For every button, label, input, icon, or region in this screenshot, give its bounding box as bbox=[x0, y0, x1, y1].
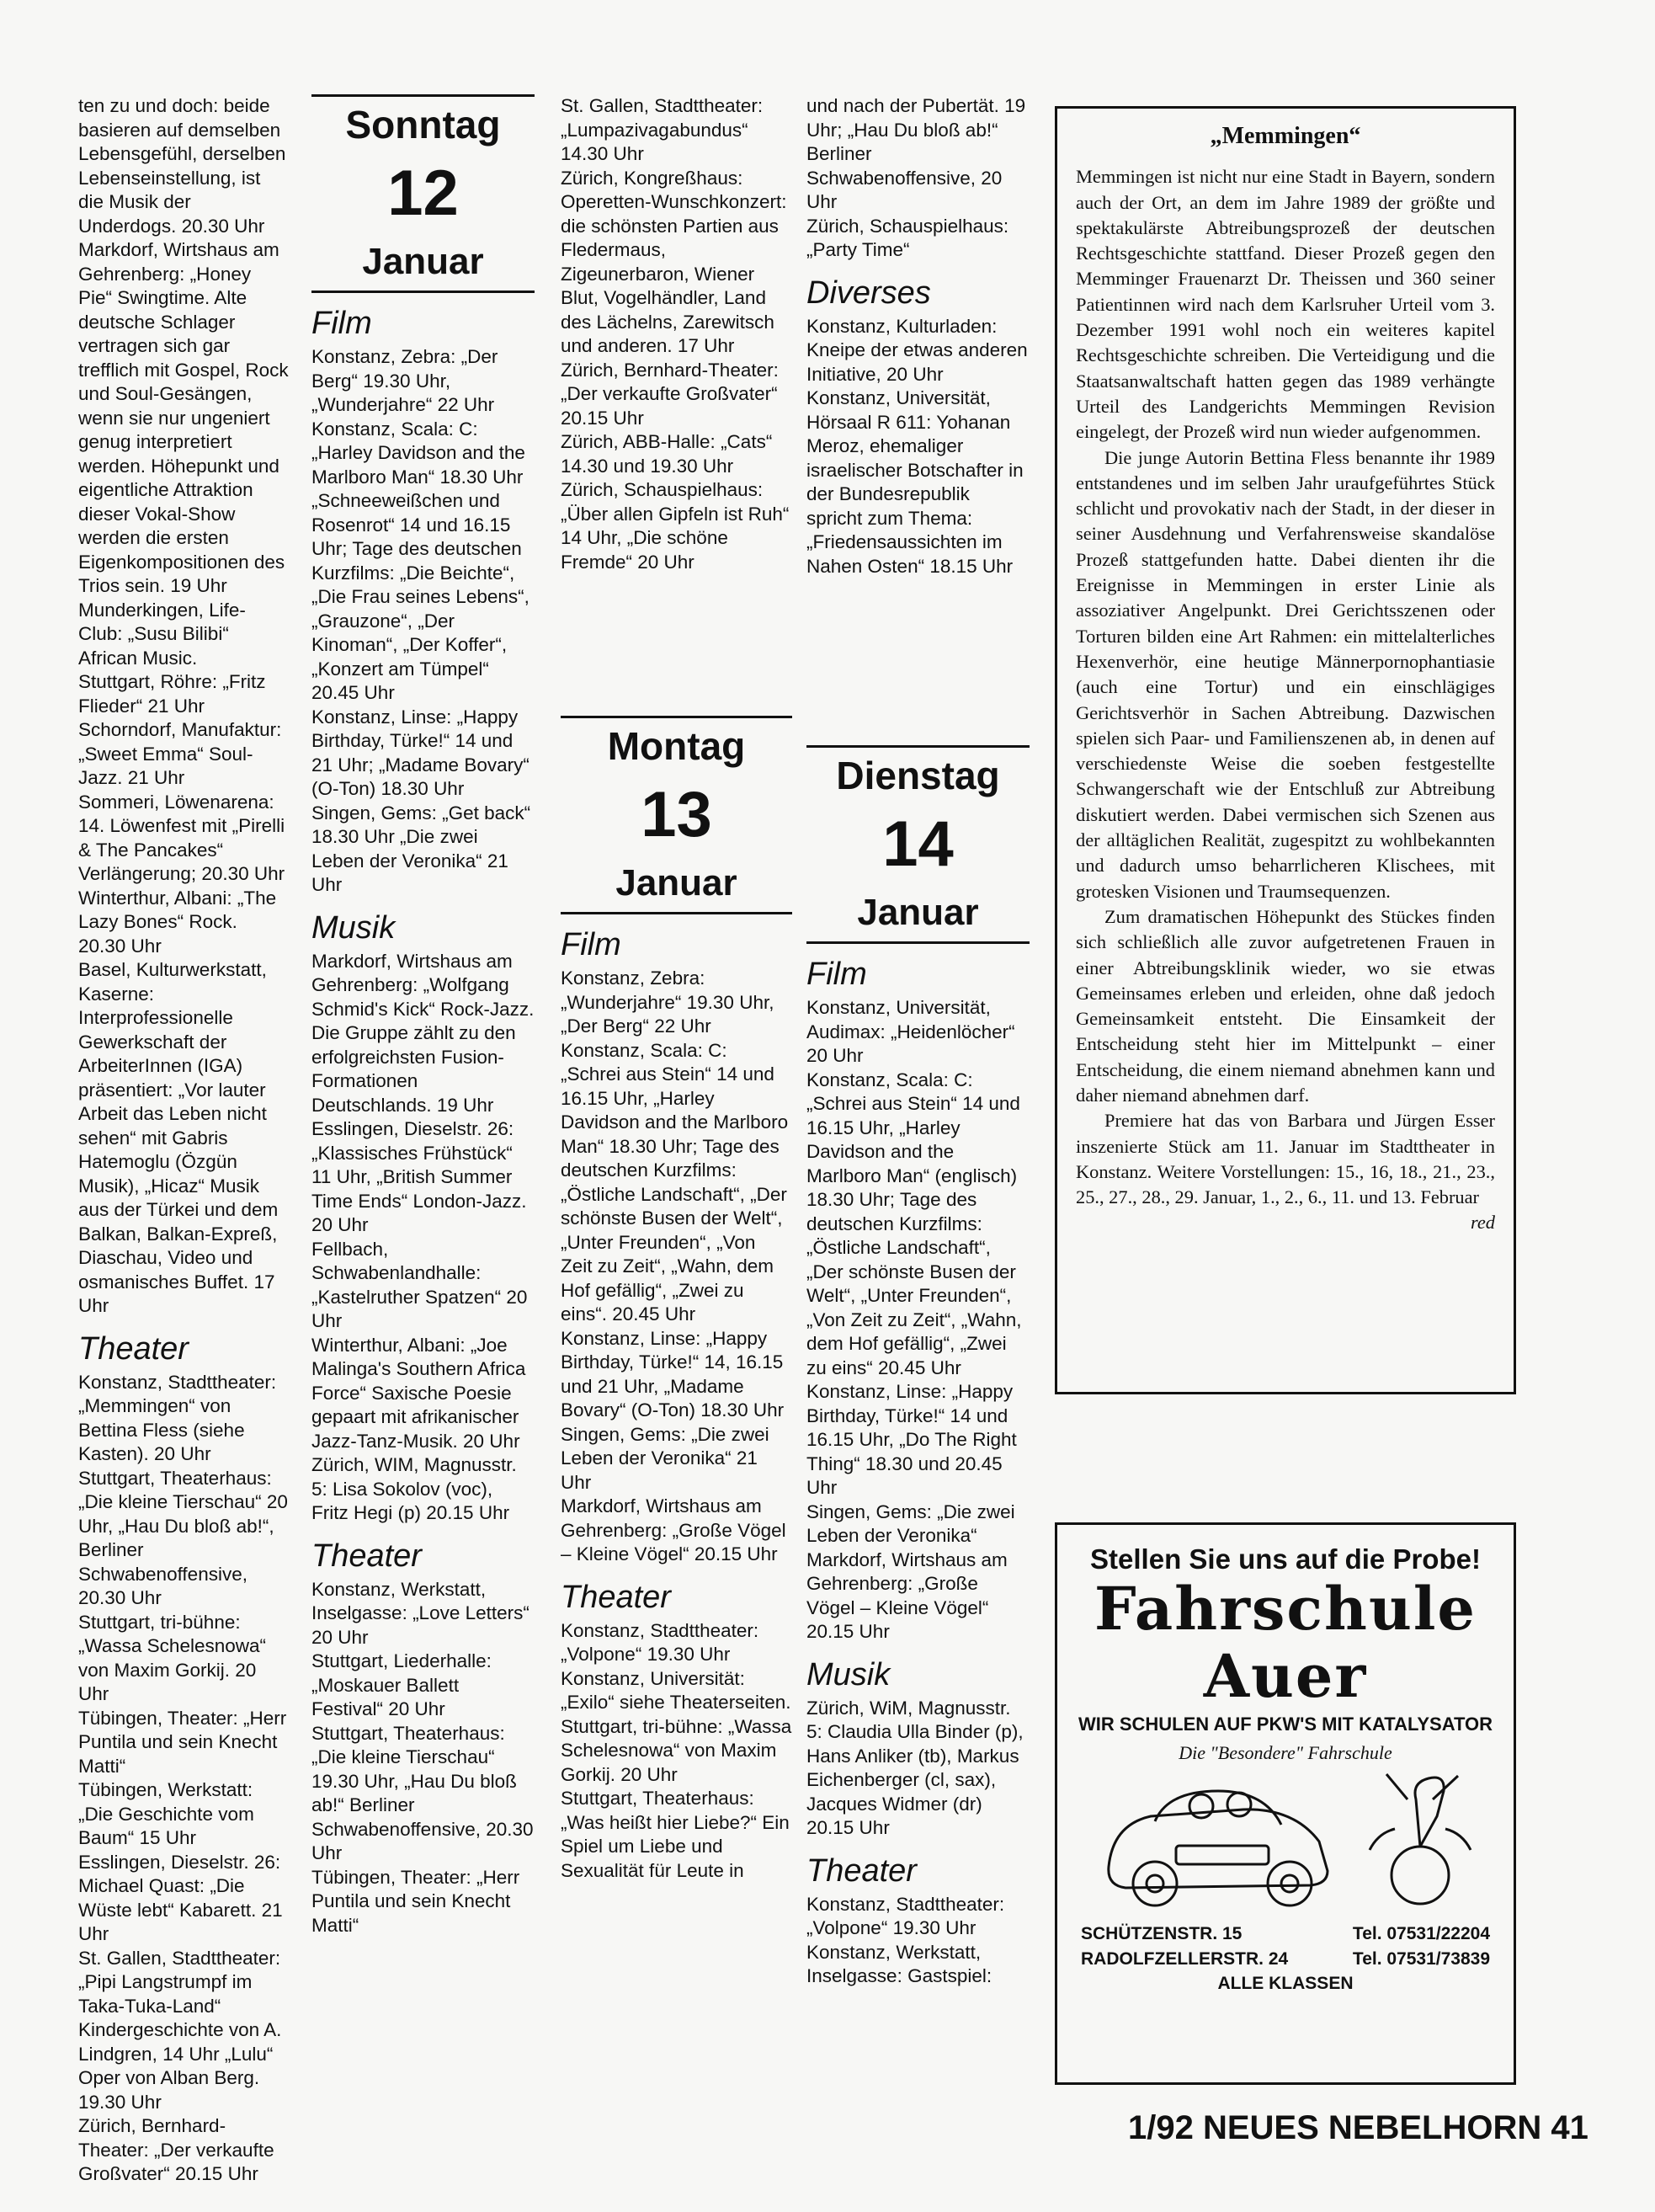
listing: Stuttgart, Theaterhaus: „Die kleine Tierschau“ 20 Uhr, „Hau Du bloß ab!“, Berliner Schwabenoffensive, 20.30 Uhr bbox=[78, 1467, 288, 1608]
listing: Esslingen, Dieselstr. 26: „Klassisches Frühstück“ 11 Uhr, „British Summer Time Ends“ London-Jazz. 20 Uhr bbox=[311, 1118, 527, 1235]
article-title: „Memmingen“ bbox=[1210, 123, 1361, 149]
listing: Schorndorf, Manufaktur: „Sweet Emma“ Soul-Jazz. 21 Uhr bbox=[78, 719, 282, 788]
column-2 bbox=[311, 94, 535, 1937]
listing: Stuttgart, Theaterhaus: „Die kleine Tierschau“ 19.30 Uhr, „Hau Du bloß ab!“ Berliner Schwabenoffensive, 20.30 Uhr bbox=[311, 1722, 534, 1863]
listing: Tübingen, Theater: „Herr Puntila und sein Knecht Matti“ bbox=[311, 1866, 520, 1936]
section-heading-theater: Theater bbox=[806, 1852, 917, 1889]
listing: Basel, Kulturwerkstatt, Kaserne: Interprofessionelle Gewerkschaft der ArbeiterInnen (IGA) präsentiert: „Vor lauter Arbeit das Leben nicht sehen“ mit Gabris Hatemoglu (Özgün Musik), „Hicaz“ Musik aus der Türkei und dem Balkan, Balkan-Expreß, Diaschau, Video und osmanisches Buffet. 17 Uhr bbox=[78, 959, 279, 1316]
listing: Singen, Gems: „Die zwei Leben der Veronika“ 21 Uhr bbox=[561, 1423, 769, 1493]
listing: Esslingen, Dieselstr. 26: Michael Quast: „Die Wüste lebt“ Kabarett. 21 Uhr bbox=[78, 1851, 283, 1944]
listing: St. Gallen, Stadttheater: „Lumpazivagabundus“ 14.30 Uhr bbox=[561, 95, 764, 164]
driving-school-ad bbox=[1055, 1522, 1516, 2085]
listing: und nach der Pubertät. 19 Uhr; „Hau Du bloß ab!“ Berliner Schwabenoffensive, 20 Uhr bbox=[806, 95, 1026, 212]
listing: Konstanz, Linse: „Happy Birthday, Türke!“ 14, 16.15 und 21 Uhr, „Madame Bovary“ (O-Ton) 18.30 Uhr bbox=[561, 1327, 785, 1420]
article-paragraph: Zum dramatischen Höhepunkt des Stückes finden sich schließlich alle zuvor aufgetretenen Frauen in einer Abtreibungsklinik wieder, wo sie etwas Gemeinsames erleben und erleiden, ohne daß jedoch Gemeinsamkeit entsteht. Die Einsamkeit der Entscheidung steht hier im Mittelpunkt – einer Entscheidung, die einem niemand abnehmen kann und daher niemand abnehmen darf. bbox=[1076, 905, 1495, 1106]
ad-headline: Stellen Sie uns auf die Probe! bbox=[1090, 1543, 1481, 1575]
section-heading-diverses: Diverses bbox=[806, 275, 931, 311]
page-footer: 1/92 NEUES NEBELHORN 41 bbox=[1128, 2109, 1588, 2146]
article-paragraph: Die junge Autorin Bettina Fless benannte ihr 1989 entstandenes und im selben Jahr uraufgeführtes Stück schlicht und provokativ nach der Stadt, in der dieser in seiner Ausdehnung und Verfahrensweise skandalöse Prozeß stattgefunden hatte. Dabei dienten ihr die Ereignisse in Memmingen in erster Linie als assoziativer Angelpunkt. Drei Gerichtsszenen oder Torturen bilden eine Art Rahmen: ein mittelalterliches Hexenverhör, eine heutige Männerpornophantiasie (auch eine Tortur) und ein einschlägiges Gerichtsverhör in Sachen Abtreibung. Dazwischen spielen sich Paar- und Familienszenen ab, in denen auf verschiedenste Weise die soeben festgestellte Schwangerschaft wie der Entschluß zur Abtreibung diskutiert werden. Dabei vermischen sich Szenen aus der alltäglichen Realität, zugespitzt zu wohlbekannten und dadurch umso beharrlicheren Klischees, mit grotesken Visionen und Traumsequenzen. bbox=[1076, 446, 1495, 902]
listing: Stuttgart, Liederhalle: „Moskauer Ballett Festival“ 20 Uhr bbox=[311, 1650, 492, 1719]
ad-address: RADOLFZELLERSTR. 24 bbox=[1081, 1949, 1289, 1969]
listing: Zürich, Kongreßhaus: Operetten-Wunschkonzert: die schönsten Partien aus Fledermaus, Zigeunerbaron, Wiener Blut, Vogelhändler, Land des Lächelns, Zarewitsch und anderen. 17 Uhr bbox=[561, 167, 787, 356]
listing: Tübingen, Werkstatt: „Die Geschichte vom Baum“ 15 Uhr bbox=[78, 1779, 254, 1848]
ad-phone: Tel. 07531/22204 bbox=[1352, 1924, 1490, 1943]
article-paragraph: Premiere hat das von Barbara und Jürgen Esser inszenierte Stück am 11. Januar im Stadttheater in Konstanz. Weitere Vorstellungen: 15., 16, 18., 21., 23., 25., 27., 28., 29. Januar, 1., 2., 6., 11. und 13. Februar bbox=[1076, 1110, 1495, 1208]
ad-classes: ALLE KLASSEN bbox=[1217, 1974, 1354, 1993]
listing: Zürich, Bernhard-Theater: „Der verkaufte Großvater“ 20.15 Uhr bbox=[78, 2115, 274, 2184]
listing: Zürich, Schauspielhaus: „Party Time“ bbox=[806, 215, 1009, 260]
listing: Konstanz, Stadttheater: „Volpone“ 19.30 Uhr bbox=[806, 1893, 1005, 1938]
listing: Konstanz, Scala: C: „Harley Davidson and the Marlboro Man“ 18.30 Uhr „Schneeweißchen und Rosenrot“ 14 und 16.15 Uhr; Tage des deutschen Kurzfilms: „Die Beichte“, „Die Frau seines Lebens“, „Grauzone“, „Der Kinoman“, „Der Koffer“, „Konzert am Tümpel“ 20.45 Uhr bbox=[311, 418, 529, 703]
day-month: Januar bbox=[615, 862, 737, 903]
listing: Markdorf, Wirtshaus am Gehrenberg: „Große Vögel – Kleine Vögel“ 20.15 Uhr bbox=[561, 1495, 786, 1564]
day-name: Montag bbox=[607, 724, 746, 768]
listing: Zürich, Bernhard-Theater: „Der verkaufte Großvater“ 20.15 Uhr bbox=[561, 359, 779, 429]
day-header-montag bbox=[561, 716, 792, 914]
day-date: 14 bbox=[882, 808, 954, 880]
day-date: 13 bbox=[641, 779, 712, 850]
day-date: 12 bbox=[387, 157, 459, 229]
listing: Konstanz, Stadttheater: „Volpone“ 19.30 Uhr bbox=[561, 1619, 759, 1665]
listing: Konstanz, Linse: „Happy Birthday, Türke!“ 14 und 21 Uhr; „Madame Bovary“ (O-Ton) 18.30 Uhr bbox=[311, 706, 529, 799]
listing: Konstanz, Kulturladen: Kneipe der etwas anderen Initiative, 20 Uhr bbox=[806, 315, 1028, 385]
column-3 bbox=[561, 94, 792, 1883]
column-4 bbox=[806, 94, 1030, 1989]
ad-script-slogan: Die "Besondere" Fahrschule bbox=[1179, 1742, 1392, 1763]
listing: Stuttgart, Röhre: „Fritz Flieder“ 21 Uhr bbox=[78, 671, 266, 717]
ad-tagline: WIR SCHULEN AUF PKW'S MIT KATALYSATOR bbox=[1078, 1714, 1493, 1735]
day-header-dienstag bbox=[806, 745, 1030, 944]
ad-address: SCHÜTZENSTR. 15 bbox=[1081, 1924, 1243, 1943]
listing: ten zu und doch: beide basieren auf demselben Lebensgefühl, derselben Lebenseinstellung, ist die Musik der Underdogs. 20.30 Uhr bbox=[78, 95, 286, 237]
listing: Konstanz, Zebra: „Der Berg“ 19.30 Uhr, „Wunderjahre“ 22 Uhr bbox=[311, 346, 498, 415]
section-heading-film: Film bbox=[311, 306, 372, 341]
section-heading-theater: Theater bbox=[561, 1579, 671, 1615]
listing: Munderkingen, Life-Club: „Susu Bilibi“ African Music. bbox=[78, 599, 246, 669]
listing: Konstanz, Universität, Hörsaal R 611: Yohanan Meroz, ehemaliger israelischer Botschafter in der Bundesrepublik spricht zum Thema: „Friedensaussichten im Nahen Osten“ 18.15 Uhr bbox=[806, 387, 1024, 577]
listing: Winterthur, Albani: „The Lazy Bones“ Rock. 20.30 Uhr bbox=[78, 887, 277, 957]
section-heading-theater: Theater bbox=[78, 1330, 189, 1367]
ad-address-row bbox=[1057, 1947, 1514, 1972]
ad-brand-line2: Auer bbox=[1203, 1641, 1368, 1711]
listing: Konstanz, Stadttheater: „Memmingen“ von Bettina Fless (siehe Kasten). 20 Uhr bbox=[78, 1371, 277, 1464]
day-month: Januar bbox=[857, 892, 979, 933]
ad-address-row bbox=[1057, 1922, 1514, 1947]
listing: Singen, Gems: „Get back“ 18.30 Uhr „Die zwei Leben der Veronika“ 21 Uhr bbox=[311, 802, 531, 895]
day-name: Sonntag bbox=[345, 103, 501, 147]
listing: Tübingen, Theater: „Herr Puntila und sein Knecht Matti“ bbox=[78, 1707, 287, 1777]
section-heading-theater: Theater bbox=[311, 1538, 422, 1574]
listing: Zürich, WIM, Magnusstr. 5: Lisa Sokolov (voc), Fritz Hegi (p) 20.15 Uhr bbox=[311, 1454, 517, 1523]
column-1 bbox=[78, 94, 289, 2187]
memmingen-article-box bbox=[1055, 106, 1516, 1394]
col1-listings bbox=[78, 94, 289, 1319]
section-heading-musik: Musik bbox=[806, 1656, 891, 1692]
car-cartoon-illustration bbox=[1075, 1766, 1496, 1917]
section-heading-film: Film bbox=[561, 927, 621, 962]
listing: Konstanz, Zebra: „Wunderjahre“ 19.30 Uhr, „Der Berg“ 22 Uhr bbox=[561, 967, 774, 1037]
listing: Markdorf, Wirtshaus am Gehrenberg: „Honey Pie“ Swingtime. Alte deutsche Schlager vertragen sich gar trefflich mit Gospel, Rock und Soul-Gesängen, wenn sie nur ungeniert genug interpretiert werden. Höhepunkt und eigentliche Attraktion dieser Vokal-Show werden die ersten Eigenkompositionen des Trios sein. 19 Uhr bbox=[78, 239, 289, 596]
article-paragraph: Memmingen ist nicht nur eine Stadt in Bayern, sondern auch der Ort, an dem im Jahre 1989 der größte und spektakulärste Abtreibungsprozeß der deutschen Rechtsgeschichte stattfand. Dieser Prozeß gegen den Memminger Frauenarzt Dr. Theissen und 360 seiner Patientinnen wird nach dem Karlsruher Urteil vom 3. Dezember 1991 wohl noch ein weiteres kapitel Rechtsgeschichte schreiben. Die Verteidigung und die Staatsanwaltschaft hatten gegen das 1989 verhängte Urteil des Landgerichts Memmingen Revision eingelegt, der Prozeß wird nun wieder aufgenommen. bbox=[1076, 166, 1495, 443]
listing: Konstanz, Universität, Audimax: „Heidenlöcher“ 20 Uhr bbox=[806, 997, 1015, 1066]
listing: Konstanz, Werkstatt, Inselgasse: „Love Letters“ 20 Uhr bbox=[311, 1578, 529, 1648]
listing: Markdorf, Wirtshaus am Gehrenberg: „Große Vögel – Kleine Vögel“ 20.15 Uhr bbox=[806, 1548, 1008, 1642]
col1-theater-listings bbox=[78, 1371, 289, 2187]
listing: Konstanz, Scala: C: „Schrei aus Stein“ 14 und 16.15 Uhr, „Harley Davidson and the Marlboro Man“ (englisch) 18.30 Uhr; Tage des deutschen Kurzfilms: „Östliche Landschaft“, „Der schönste Busen der Welt“, „Unter Freunden“, „Von Zeit zu Zeit“, „Wahn, dem Hof gefällig“, „Zwei zu eins“ 20.45 Uhr bbox=[806, 1069, 1022, 1378]
listing: Konstanz, Werkstatt, Inselgasse: Gastspiel: bbox=[806, 1941, 992, 1986]
listing: Konstanz, Scala: C: „Schrei aus Stein“ 14 und 16.15 Uhr, „Harley Davidson and the Marlboro Man“ 18.30 Uhr; Tage des deutschen Kurzfilms: „Östliche Landschaft“, „Der schönste Busen der Welt“, „Unter Freunden“, „Von Zeit zu Zeit“, „Wahn, dem Hof gefällig“, „Zwei zu eins“. 20.45 Uhr bbox=[561, 1039, 789, 1325]
listing: Konstanz, Universität: „Exilo“ siehe Theaterseiten. bbox=[561, 1667, 791, 1713]
listing: Stuttgart, Theaterhaus: „Was heißt hier Liebe?“ Ein Spiel um Liebe und Sexualität für Leute in bbox=[561, 1788, 790, 1881]
day-month: Januar bbox=[362, 241, 484, 282]
article-signature: red bbox=[1470, 1212, 1495, 1234]
section-heading-film: Film bbox=[806, 957, 867, 992]
listing: Zürich, ABB-Halle: „Cats“ 14.30 und 19.30 Uhr bbox=[561, 431, 773, 477]
listing: Sommeri, Löwenarena: 14. Löwenfest mit „Pirelli & The Pancakes“ Verlängerung; 20.30 Uhr bbox=[78, 791, 285, 884]
day-name: Dienstag bbox=[836, 754, 1000, 797]
listing: Stuttgart, tri-bühne: „Wassa Schelesnowa“ von Maxim Gorkij. 20 Uhr bbox=[78, 1611, 267, 1704]
day-header-sonntag bbox=[311, 94, 535, 293]
section-heading-musik: Musik bbox=[311, 909, 396, 946]
listing: Zürich, WiM, Magnusstr. 5: Claudia Ulla Binder (p), Hans Anliker (tb), Markus Eichenberger (cl, sax), Jacques Widmer (dr) 20.15 Uhr bbox=[806, 1697, 1024, 1838]
listing: Singen, Gems: „Die zwei Leben der Veronika“ bbox=[806, 1500, 1015, 1546]
ad-phone: Tel. 07531/73839 bbox=[1352, 1949, 1490, 1969]
listing: Zürich, Schauspielhaus: „Über allen Gipfeln ist Ruh“ 14 Uhr, „Die schöne Fremde“ 20 Uhr bbox=[561, 479, 790, 573]
listing: Winterthur, Albani: „Joe Malinga's Southern Africa Force“ Saxische Poesie gepaart mit afrikanischer Jazz-Tanz-Musik. 20 Uhr bbox=[311, 1334, 526, 1452]
listing: St. Gallen, Stadttheater: „Pipi Langstrumpf im Taka-Tuka-Land“ Kindergeschichte von A. Lindgren, 14 Uhr „Lulu“ Oper von Alban Berg. 19.30 Uhr bbox=[78, 1947, 282, 2113]
listing: Markdorf, Wirtshaus am Gehrenberg: „Wolfgang Schmid's Kick“ Rock-Jazz. Die Gruppe zählt zu den erfolgreichsten Fusion-Formationen Deutschlands. 19 Uhr bbox=[311, 950, 535, 1116]
listing: Fellbach, Schwabenlandhalle: „Kastelruther Spatzen“ 20 Uhr bbox=[311, 1238, 528, 1331]
ad-brand-line1: Fahrschule bbox=[1094, 1574, 1477, 1644]
listing: Stuttgart, tri-bühne: „Wassa Schelesnowa“ von Maxim Gorkij. 20 Uhr bbox=[561, 1715, 792, 1785]
listing: Konstanz, Linse: „Happy Birthday, Türke!“ 14 und 16.15 Uhr, „Do The Right Thing“ 18.30 und 20.45 Uhr bbox=[806, 1381, 1017, 1498]
